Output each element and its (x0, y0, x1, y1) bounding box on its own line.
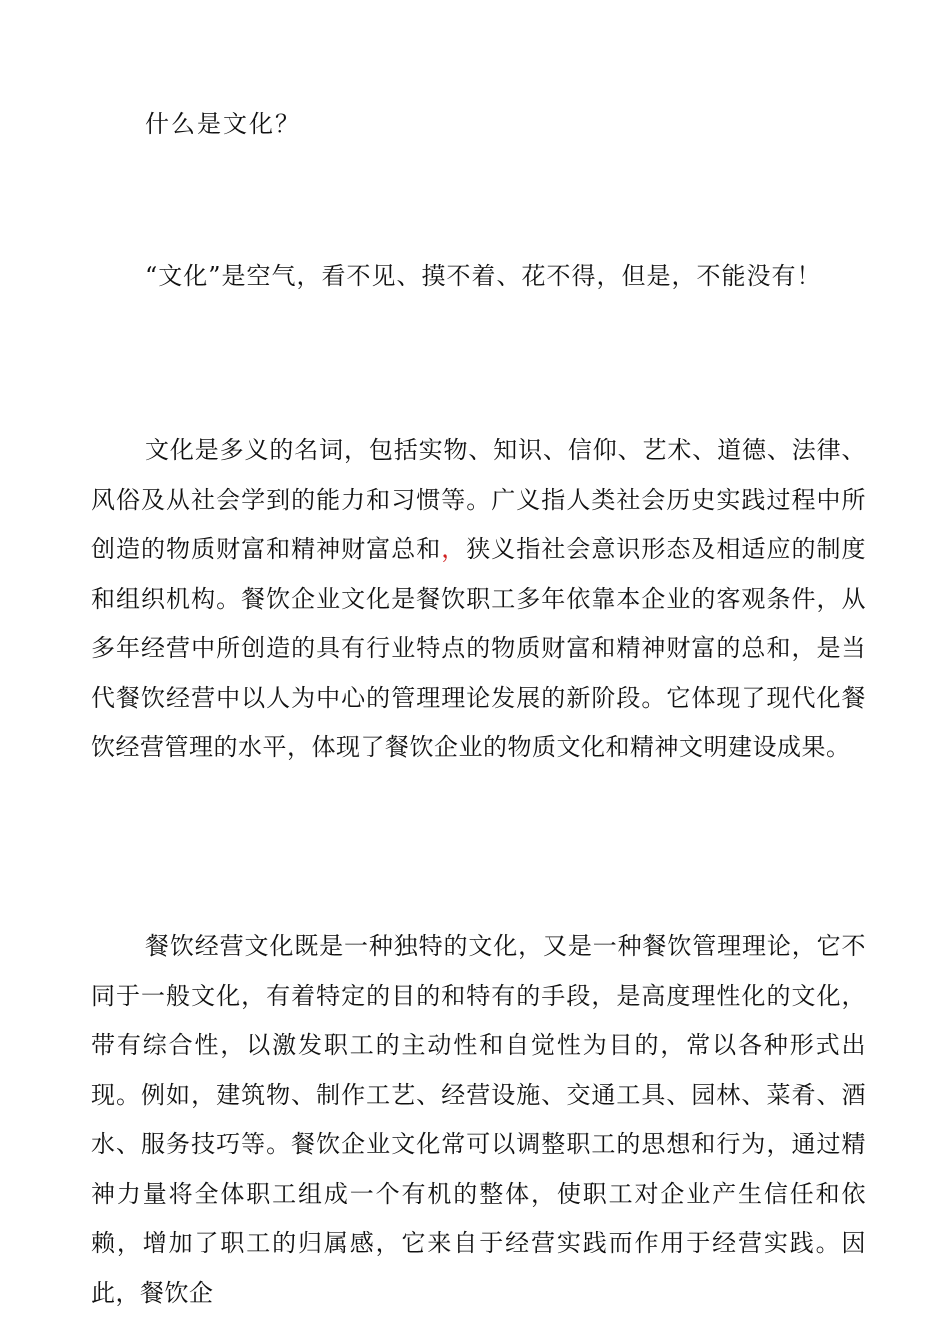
quote-line: “文化”是空气，看不见、摸不着、花不得，但是，不能没有！ (145, 262, 822, 290)
paragraph-definition-part-b: 狭义指社会意识形态及相适应的制度和组织机构。餐饮企业文化是餐饮职工多年依靠本企业的客观条件，从多年经营中所创造的具有行业特点的物质财富和精神财富的总和，是当代餐饮经营中以人为中心的管理理论发展的新阶段。它体现了现代化餐饮经营管理的水平，体现了餐饮企业的物质文化和精神文明建设成果。 (91, 535, 867, 761)
paragraph-definition-part-a: 文化是多义的名词，包括实物、知识、信仰、艺术、道德、法律、风俗及从社会学到的能力和习惯等。广义指人类社会历史实践过程中所创造的物质财富和精神财富总和 (91, 436, 866, 563)
paragraph-restaurant-culture: 餐饮经营文化既是一种独特的文化，又是一种餐饮管理理论，它不同于一般文化，有着特定的目的和特有的手段，是高度理性化的文化，带有综合性，以激发职工的主动性和自觉性为目的，常以各种形式出现。例如，建筑物、制作工艺、经营设施、交通工具、园林、菜肴、酒水、服务技巧等。餐饮企业文化常可以调整职工的思想和行为，通过精神力量将全体职工组成一个有机的整体，使职工对企业产生信任和依赖，增加了职工的归属感，它来自于经营实践而作用于经营实践。因此，餐饮企 (91, 932, 866, 1307)
paragraph-definition (91, 426, 866, 773)
page-title: 什么是文化？ (145, 110, 301, 138)
red-comma: ， (441, 535, 467, 563)
